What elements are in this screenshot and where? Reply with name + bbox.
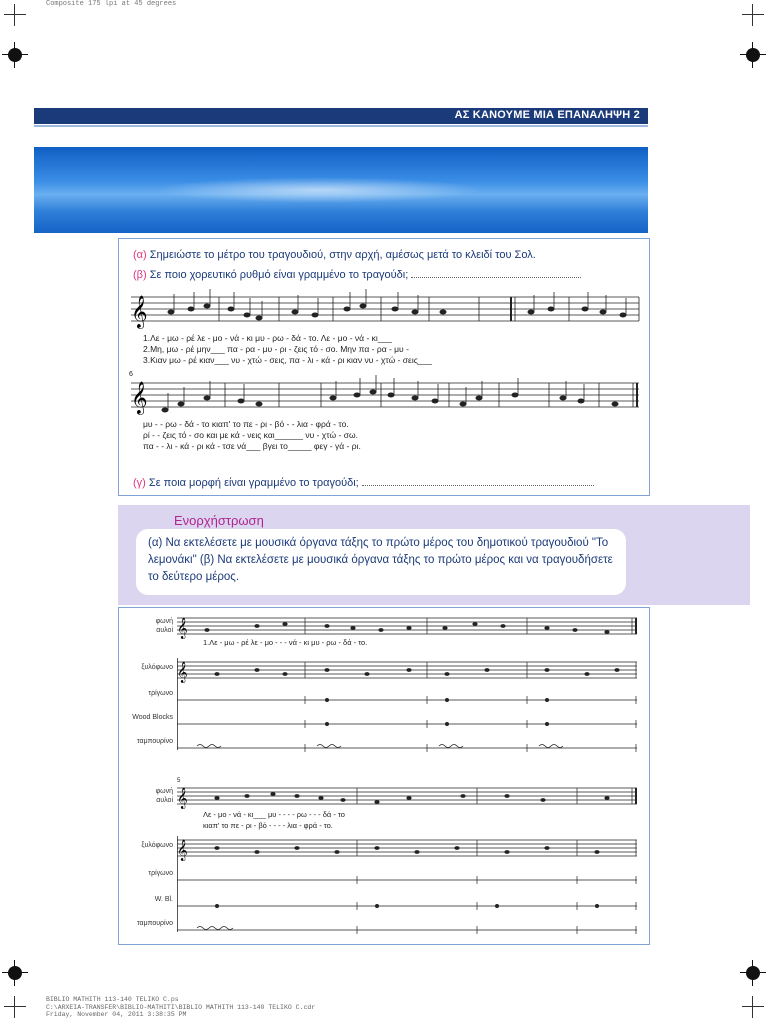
decorative-banner: [34, 147, 648, 233]
staff-2: [119, 375, 649, 419]
question-b-text: Σε ποιο χορευτικό ρυθμό είναι γραμμένο το τραγούδι;: [149, 269, 409, 281]
question-b: [133, 269, 581, 281]
answer-line-c[interactable]: [362, 477, 594, 486]
lyrics-verse-3: 3.Κιαν μω - ρέ κιαν___ νυ - χτώ - σεις, πα - λι - κά - ρι κιαν νυ - χτώ - σεις___: [143, 355, 432, 365]
lyrics-verse-2-part2: ρί - - ζεις τό - σο και με κά - νεις και______ νυ - χτώ - σω.: [143, 430, 358, 440]
printer-footer-line-1: BIBLIO MATHITH 113-140 TELIKO C.ps: [46, 996, 179, 1003]
label-tambourine-2: ταμπουρίνο: [136, 920, 173, 927]
registration-mark-right-bottom: [746, 966, 760, 980]
label-wood-blocks-2: W. Bl.: [154, 896, 173, 903]
orchestration-title: Ενορχήστρωση: [174, 513, 264, 528]
printer-footer: [46, 996, 315, 1019]
crop-mark-top-left: [4, 4, 26, 26]
score-percussion-1: [177, 656, 637, 752]
lyrics-staff-1: [143, 333, 432, 366]
crop-mark-bottom-right: [742, 996, 764, 1018]
printer-header: Composite 175 lpi at 45 degrees: [46, 0, 177, 8]
answer-line-b[interactable]: [411, 269, 581, 278]
question-a-label: (α): [133, 249, 147, 261]
registration-mark-left-top: [8, 48, 22, 62]
svg-text:𝄞: 𝄞: [131, 295, 148, 328]
label-voice-2: φωνή: [155, 788, 173, 795]
question-a: [133, 249, 536, 261]
section-header-bar: [34, 108, 648, 124]
score-lyrics-2b: κιαπ' το πε - ρι - βό - - - - λια - φρά - το.: [203, 821, 333, 830]
registration-mark-right-top: [746, 48, 760, 62]
crop-mark-bottom-left: [4, 996, 26, 1018]
label-xylophone: ξυλόφωνο: [141, 664, 173, 671]
printer-footer-line-3: Friday, November 04, 2011 3:38:35 PM: [46, 1011, 187, 1018]
measure-number: 6: [129, 371, 133, 378]
label-wood-blocks: Wood Blocks: [132, 714, 173, 721]
lyrics-verse-1-part2: μυ - - ρω - δά - το κιαπ' το πε - ρι - βό - - λια - φρά - το.: [143, 419, 349, 429]
question-c: [133, 477, 594, 489]
label-recorders: αυλοί: [156, 627, 173, 634]
exercise-box: [118, 238, 650, 496]
label-triangle: τρίγωνο: [148, 690, 173, 697]
staff-1: [119, 289, 649, 333]
lyrics-verse-1: 1.Λε - μω - ρέ λε - μο - νά - κι μυ - ρω - δά - το. Λε - μο - νά - κι___: [143, 333, 392, 343]
registration-mark-left-bottom: [8, 966, 22, 980]
orchestration-box: [118, 505, 750, 605]
lyrics-staff-2: [143, 419, 361, 452]
svg-text:𝄞: 𝄞: [177, 662, 188, 683]
svg-text:𝄞: 𝄞: [131, 381, 148, 414]
label-voice: φωνή: [155, 618, 173, 625]
lyrics-verse-3-part2: πα - - λι - κά - ρι κά - τσε νά___ βγει το_____ φεγ - γά - ρι.: [143, 441, 361, 451]
score-lyrics-1: 1.Λε - μω - ρέ λε - μο - - - νά - κι μυ - ρω - δά - το.: [203, 638, 368, 647]
score-lyrics-2a: Λε - μο - νά - κι___ μυ - - - - ρω - - - δά - το: [203, 810, 345, 819]
lyrics-verse-2: 2.Μη, μω - ρέ μην___ πα - ρα - μυ - ρι - ζεις τό - σο. Μην πα - ρα - μυ -: [143, 344, 409, 354]
label-xylophone-2: ξυλόφωνο: [141, 842, 173, 849]
question-c-label: (γ): [133, 477, 146, 489]
printer-footer-line-2: C:\ARXEIA-TRANSFER\BIBLIO-MATHITI\BIBLIO MATHITH 113-140 TELIKO C.cdr: [46, 1003, 316, 1011]
orchestration-instructions: (α) Να εκτελέσετε με μουσικά όργανα τάξης το πρώτο μέρος του δημοτικού τραγουδιού "Το λεμονάκι" (β) Να εκτελέσετε με μουσικά όργανα τάξης το πρώτο μέρος και να τραγουδήσετε το δεύτερο μέρος.: [136, 529, 626, 595]
label-tambourine: ταμπουρίνο: [136, 738, 173, 745]
section-title: ΑΣ ΚΑΝΟΥΜΕ ΜΙΑ ΕΠΑΝΑΛΗΨΗ 2: [454, 109, 640, 121]
svg-text:𝄞: 𝄞: [177, 788, 188, 809]
header-underline: [34, 125, 648, 127]
label-recorders-2: αυλοί: [156, 797, 173, 804]
question-c-text: Σε ποια μορφή είναι γραμμένο το τραγούδι;: [148, 477, 359, 489]
score-measure-number: 5: [177, 778, 181, 784]
svg-text:𝄞: 𝄞: [177, 618, 188, 639]
svg-text:𝄞: 𝄞: [177, 840, 188, 861]
score-percussion-2: [177, 834, 637, 934]
question-b-label: (β): [133, 269, 147, 281]
score-staff-voice-2: [177, 784, 637, 812]
question-a-text: Σημειώστε το μέτρο του τραγουδιού, στην αρχή, αμέσως μετά το κλειδί του Σολ.: [149, 249, 536, 261]
score-box: [118, 607, 650, 945]
label-triangle-2: τρίγωνο: [148, 870, 173, 877]
crop-mark-top-right: [742, 4, 764, 26]
